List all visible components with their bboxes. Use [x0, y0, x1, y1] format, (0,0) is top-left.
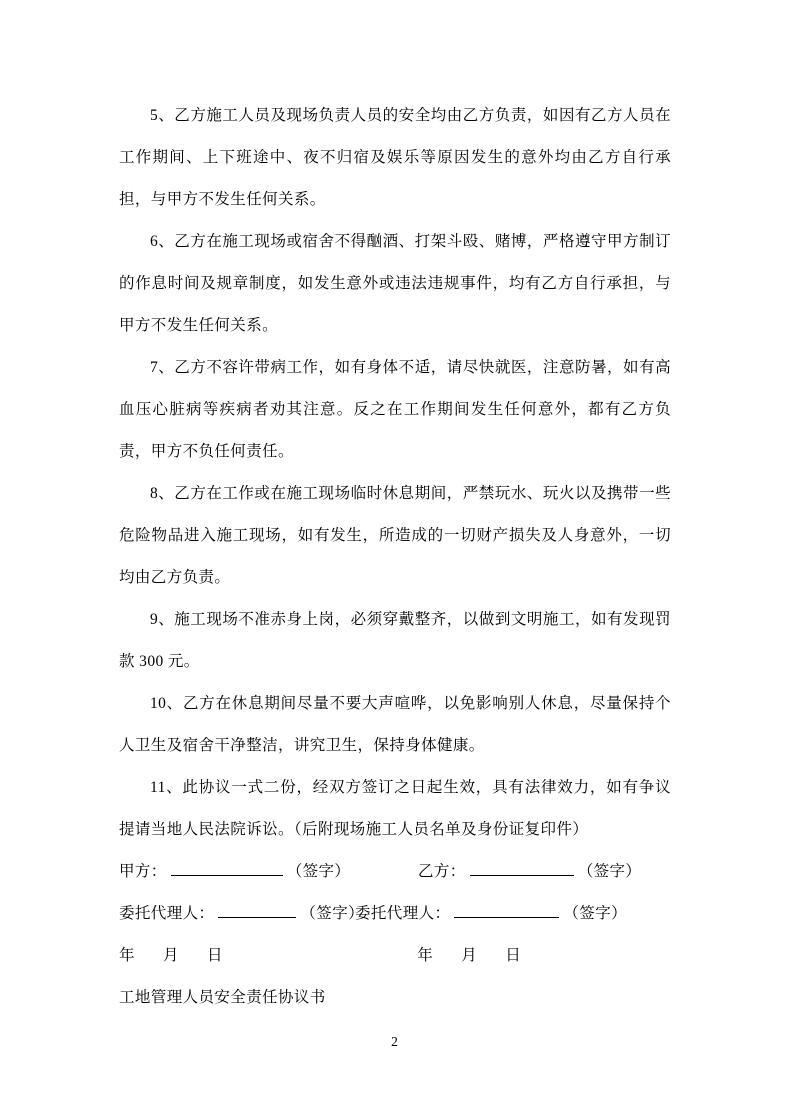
date-month-label: 月 [461, 947, 478, 964]
next-section-title: 工地管理人员安全责任协议书 [119, 989, 326, 1006]
agent-a-signature-line [218, 904, 296, 918]
clause-11: 11、此协议一式二份，经双方签订之日起生效，具有法律效力，如有争议提请当地人民法院诉讼。（后附现场施工人员名单及身份证复印件） [119, 779, 671, 838]
signature-row-parties [119, 851, 671, 893]
signature-row-agents [119, 893, 671, 935]
agent-b-label: 委托代理人： [355, 905, 451, 922]
date-month-label: 月 [163, 947, 179, 964]
clause-6: 6、乙方在施工现场或宿舍不得酗酒、打架斗殴、赌博，严格遵守甲方制订的作息时间及规章制度，如发生意外或违法违规事件，均有乙方自行承担，与甲方不发生任何关系。 [119, 233, 671, 334]
signature-row-dates [119, 935, 671, 977]
page-number: 2 [391, 1034, 398, 1049]
agent-a-sign-suffix: （签字） [300, 905, 365, 922]
document-body [119, 95, 671, 1019]
party-a-date-group [119, 935, 413, 977]
agent-b-sign-suffix: （签字） [563, 905, 628, 922]
clause-5: 5、乙方施工人员及现场负责人员的安全均由乙方负责，如因有乙方人员在工作期间、上下班途中、夜不归宿及娱乐等原因发生的意外均由乙方自行承担，与甲方不发生任何关系。 [119, 107, 671, 208]
party-b-sign-suffix: （签字） [577, 863, 642, 880]
party-b-signature-group [418, 851, 641, 893]
date-day-label: 日 [505, 947, 522, 964]
party-b-signature-line [470, 862, 574, 876]
party-a-sign-suffix: （签字） [286, 863, 351, 880]
party-b-label: 乙方： [418, 863, 466, 880]
clause-9: 9、施工现场不准赤身上岗，必须穿戴整齐，以做到文明施工，如有发现罚款 300 元。 [119, 611, 671, 670]
agent-a-signature-group [119, 893, 365, 935]
party-b-date-group [417, 935, 549, 977]
date-year-label: 年 [417, 947, 434, 964]
agent-b-signature-group [355, 893, 627, 935]
party-a-label: 甲方： [119, 863, 167, 880]
agent-b-signature-line [454, 904, 559, 918]
clause-10: 10、乙方在休息期间尽量不要大声喧哗，以免影响别人休息，尽量保持个人卫生及宿舍干净整洁，讲究卫生，保持身体健康。 [119, 695, 671, 754]
party-a-signature-line [171, 862, 283, 876]
party-a-signature-group [119, 851, 418, 893]
date-day-label: 日 [207, 947, 223, 964]
agent-a-label: 委托代理人： [119, 905, 215, 922]
clause-8: 8、乙方在工作或在施工现场临时休息期间，严禁玩水、玩火以及携带一些危险物品进入施工现场，如有发生，所造成的一切财产损失及人身意外，一切均由乙方负责。 [119, 485, 671, 586]
clause-7: 7、乙方不容许带病工作，如有身体不适，请尽快就医，注意防暑，如有高血压心脏病等疾病者劝其注意。反之在工作期间发生任何意外，都有乙方负责，甲方不负任何责任。 [119, 359, 671, 460]
date-year-label: 年 [119, 947, 135, 964]
